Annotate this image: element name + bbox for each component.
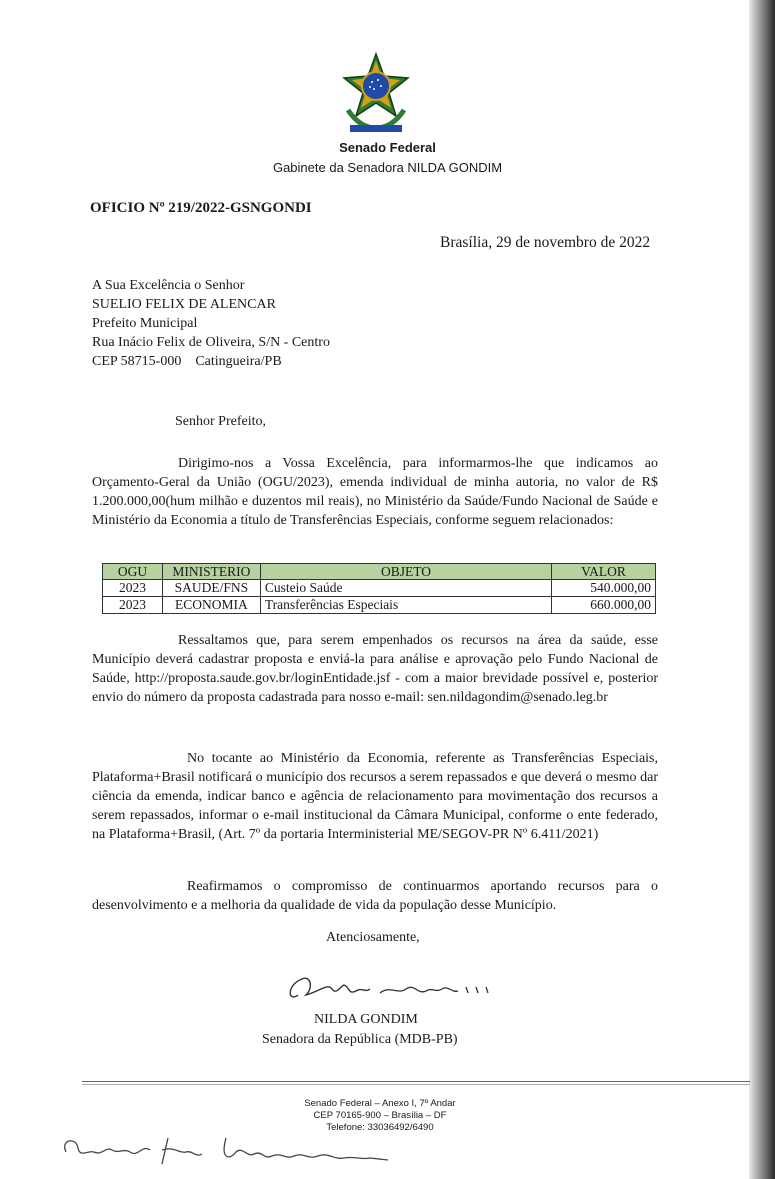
table-row (103, 580, 656, 597)
paragraph-reaffirm (92, 877, 658, 915)
recipient-line: A Sua Excelência o Senhor (92, 278, 245, 293)
document-number: OFICIO Nº 219/2022-GSNGONDI (90, 200, 312, 216)
paragraph-health (92, 631, 658, 707)
recipient-city: Catingueira/PB (195, 354, 282, 369)
table-header-cell: MINISTERIO (162, 564, 260, 580)
footer-address: Senado Federal – Anexo I, 7º Andar (304, 1098, 456, 1109)
handwritten-note-image (58, 1130, 398, 1170)
signer-name: NILDA GONDIM (314, 1012, 418, 1027)
photo-edge-shadow (749, 0, 775, 1179)
paragraph-intro-text: Dirigimo-nos a Vossa Excelência, para informarmos-lhe que indicamos ao Orçamento-Geral da União (OGU/2023), emenda individual de minha autoria, no valor de R$ 1.200.000,00(hum milhão e duzentos mil reais), no Ministério da Saúde/Fundo Nacional de Saúde e Ministério da Economia a título de Transferências Especiais, conforme seguem relacionados: (92, 456, 658, 528)
table-header-cell: VALOR (552, 564, 656, 580)
table-cell: 2023 (103, 580, 163, 597)
table-cell: Transferências Especiais (260, 597, 551, 614)
place-date: Brasília, 29 de novembro de 2022 (440, 234, 651, 251)
table-cell: 660.000,00 (552, 597, 656, 614)
salutation: Senhor Prefeito, (175, 414, 266, 429)
brazil-coat-of-arms-icon (340, 52, 412, 136)
paragraph-economy-text: No tocante ao Ministério da Economia, referente as Transferências Especiais, Plataforma+Brasil notificará o município dos recursos a serem repassados e que deverá o mesmo dar ciência da emenda, indicar banco e agência de relacionamento para movimentação dos recursos a serem repassados, informar o e-mail institucional da Câmara Municipal, conforme o ente federado, na Plataforma+Brasil, (Art. 7º da portaria Interministerial ME/SEGOV-PR Nº 6.411/2021) (92, 751, 658, 842)
table-row (103, 597, 656, 614)
recipient-cep-city (92, 352, 330, 371)
signature-image (280, 965, 510, 1011)
footer-divider (82, 1084, 750, 1085)
table-header-cell: OGU (103, 564, 163, 580)
recipient-cep: CEP 58715-000 (92, 354, 182, 369)
office-subtitle: Gabinete da Senadora NILDA GONDIM (272, 160, 503, 175)
paragraph-economy (92, 749, 658, 844)
closing: Atenciosamente, (326, 930, 420, 945)
signer-role: Senadora da República (MDB-PB) (262, 1032, 458, 1047)
amendment-table (102, 563, 656, 614)
footer-cep: CEP 70165-900 – Brasília – DF (313, 1110, 447, 1121)
paragraph-reaffirm-text: Reafirmamos o compromisso de continuarmos aportando recursos para o desenvolvimento e a melhoria da qualidade de vida da população desse Município. (92, 879, 658, 913)
footer-phone: Telefone: 33036492/6490 (326, 1122, 434, 1133)
recipient-street: Rua Inácio Felix de Oliveira, S/N - Centro (92, 335, 330, 350)
table-header-cell: OBJETO (260, 564, 551, 580)
recipient-title: Prefeito Municipal (92, 316, 198, 331)
table-cell: ECONOMIA (162, 597, 260, 614)
table-header-row (103, 564, 656, 580)
table-cell: 2023 (103, 597, 163, 614)
paragraph-health-text: Ressaltamos que, para serem empenhados os recursos na área da saúde, esse Município deverá cadastrar proposta e enviá-la para análise e aprovação pelo Fundo Nacional de Saúde, http://proposta.saude.gov.br/loginEntidade.jsf - com a maior brevidade possível e, posterior envio do número da proposta cadastrada para nosso e-mail: sen.nildagondim@senado.leg.br (92, 633, 658, 705)
table-cell: 540.000,00 (552, 580, 656, 597)
paragraph-intro (92, 454, 658, 530)
institution-title: Senado Federal (339, 140, 436, 155)
recipient-name: SUELIO FELIX DE ALENCAR (92, 297, 276, 312)
footer-divider (82, 1081, 750, 1082)
table-cell: SAUDE/FNS (162, 580, 260, 597)
recipient-block (92, 276, 330, 371)
table-cell: Custeio Saúde (260, 580, 551, 597)
